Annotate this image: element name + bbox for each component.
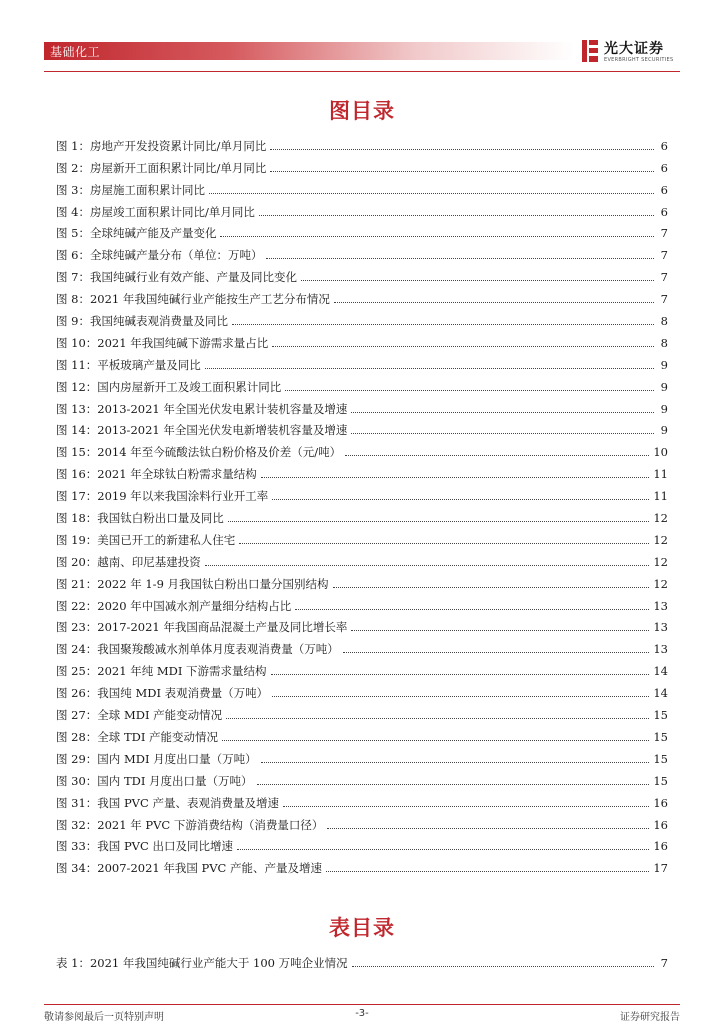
toc-leader-dots bbox=[222, 740, 649, 741]
toc-entry-label[interactable]: 图 11：平板玻璃产量及同比 bbox=[56, 357, 201, 372]
toc-leader-dots bbox=[351, 412, 654, 413]
toc-entry[interactable] bbox=[56, 503, 668, 525]
toc-entry-label[interactable]: 图 4：房屋竣工面积累计同比/单月同比 bbox=[56, 204, 255, 219]
toc-entry[interactable] bbox=[56, 700, 668, 722]
toc-entry-page: 8 bbox=[660, 335, 668, 350]
toc-entry-page: 14 bbox=[653, 686, 668, 701]
section-label: 基础化工 bbox=[50, 45, 101, 59]
toc-leader-dots bbox=[345, 455, 649, 456]
toc-entry-page: 13 bbox=[653, 598, 668, 613]
toc-entry-label[interactable]: 图 24：我国聚羧酸减水剂单体月度表观消费量（万吨） bbox=[56, 642, 339, 657]
toc-leader-dots bbox=[266, 258, 654, 259]
toc-entry[interactable] bbox=[56, 948, 668, 970]
toc-entry-page: 11 bbox=[653, 489, 668, 504]
toc-entry-label[interactable]: 图 17：2019 年以来我国涂料行业开工率 bbox=[56, 489, 269, 504]
toc-entry[interactable] bbox=[56, 481, 668, 503]
toc-entry-page: 10 bbox=[653, 445, 668, 460]
toc-leader-dots bbox=[271, 674, 650, 675]
toc-leader-dots bbox=[220, 236, 654, 237]
toc-entry[interactable] bbox=[56, 788, 668, 810]
toc-leader-dots bbox=[239, 543, 649, 544]
toc-entry-label[interactable]: 图 34：2007-2021 年我国 PVC 产能、产量及增速 bbox=[56, 861, 323, 876]
toc-leader-dots bbox=[237, 849, 649, 850]
toc-entry-page: 7 bbox=[660, 226, 668, 241]
toc-leader-dots bbox=[205, 565, 650, 566]
toc-entry-page: 9 bbox=[660, 401, 668, 416]
toc-entry[interactable] bbox=[56, 437, 668, 459]
toc-leader-dots bbox=[270, 149, 654, 150]
disclaimer-note: 敬请参阅最后一页特别声明 bbox=[44, 1012, 164, 1023]
toc-entry-page: 6 bbox=[660, 160, 668, 175]
toc-leader-dots bbox=[333, 587, 650, 588]
toc-entry-label[interactable]: 图 25：2021 年纯 MDI 下游需求量结构 bbox=[56, 664, 267, 679]
toc-entry[interactable] bbox=[56, 350, 668, 372]
toc-leader-dots bbox=[326, 871, 649, 872]
toc-entry-page: 8 bbox=[660, 314, 668, 329]
toc-leader-dots bbox=[232, 324, 654, 325]
logo-name: 光大证券 bbox=[604, 41, 664, 57]
toc-leader-dots bbox=[351, 433, 654, 434]
toc-entry-label[interactable]: 图 3：房屋施工面积累计同比 bbox=[56, 182, 205, 197]
toc-entry-label[interactable]: 图 33：我国 PVC 出口及同比增速 bbox=[56, 839, 233, 854]
toc-entry-label[interactable]: 图 32：2021 年 PVC 下游消费结构（消费量口径） bbox=[56, 817, 324, 832]
toc-entry-page: 6 bbox=[660, 138, 668, 153]
toc-entry-page: 15 bbox=[653, 729, 668, 744]
toc-leader-dots bbox=[270, 171, 654, 172]
toc-entry-label[interactable]: 图 13：2013-2021 年全国光伏发电累计装机容量及增速 bbox=[56, 401, 348, 416]
toc-entry[interactable] bbox=[56, 219, 668, 241]
toc-leader-dots bbox=[209, 193, 654, 194]
toc-entry-page: 15 bbox=[653, 708, 668, 723]
toc-entry[interactable] bbox=[56, 416, 668, 438]
toc-entry[interactable] bbox=[56, 613, 668, 635]
toc-leader-dots bbox=[295, 609, 649, 610]
brand-logo bbox=[580, 36, 690, 70]
toc-entry-label[interactable]: 图 27：全球 MDI 产能变动情况 bbox=[56, 708, 223, 723]
toc-entry-page: 15 bbox=[653, 773, 668, 788]
toc-entry-label[interactable]: 图 1：房地产开发投资累计同比/单月同比 bbox=[56, 138, 267, 153]
header-divider bbox=[44, 71, 680, 72]
toc-entry[interactable] bbox=[56, 656, 668, 678]
toc-leader-dots bbox=[272, 499, 649, 500]
toc-entry[interactable] bbox=[56, 131, 668, 153]
toc-leader-dots bbox=[283, 806, 649, 807]
toc-entry-label[interactable]: 图 6：全球纯碱产量分布（单位：万吨） bbox=[56, 248, 263, 263]
page-number: -3- bbox=[355, 1008, 369, 1019]
page-footer bbox=[44, 1008, 680, 1022]
toc-leader-dots bbox=[351, 630, 649, 631]
toc-entry-label[interactable]: 图 15：2014 年至今硫酸法钛白粉价格及价差（元/吨） bbox=[56, 445, 342, 460]
toc-entry[interactable] bbox=[56, 569, 668, 591]
toc-entry-label[interactable]: 图 5：全球纯碱产能及产量变化 bbox=[56, 226, 217, 241]
toc-entry-page: 9 bbox=[660, 357, 668, 372]
toc-entry-page: 16 bbox=[653, 839, 668, 854]
toc-entry-label[interactable]: 图 8：2021 年我国纯碱行业产能按生产工艺分布情况 bbox=[56, 292, 330, 307]
toc-leader-dots bbox=[301, 280, 654, 281]
toc-entry[interactable] bbox=[56, 262, 668, 284]
toc-leader-dots bbox=[285, 390, 654, 391]
toc-entry[interactable] bbox=[56, 459, 668, 481]
toc-leader-dots bbox=[228, 521, 650, 522]
toc-leader-dots bbox=[272, 696, 649, 697]
toc-entry-label[interactable]: 图 12：国内房屋新开工及竣工面积累计同比 bbox=[56, 379, 282, 394]
toc-entry[interactable] bbox=[56, 153, 668, 175]
toc-entry-label[interactable]: 图 22：2020 年中国减水剂产量细分结构占比 bbox=[56, 598, 292, 613]
toc-entry-page: 12 bbox=[653, 511, 668, 526]
toc-entry-page: 14 bbox=[653, 664, 668, 679]
toc-entry[interactable] bbox=[56, 328, 668, 350]
toc-leader-dots bbox=[272, 346, 654, 347]
toc-entry[interactable] bbox=[56, 634, 668, 656]
toc-entry-label[interactable]: 图 10：2021 年我国纯碱下游需求量占比 bbox=[56, 335, 269, 350]
toc-entry-label[interactable]: 图 20：越南、印尼基建投资 bbox=[56, 554, 201, 569]
toc-entry-page: 7 bbox=[660, 292, 668, 307]
logo-subtitle: EVERBRIGHT SECURITIES bbox=[604, 57, 674, 63]
toc-entry[interactable] bbox=[56, 394, 668, 416]
toc-entry[interactable] bbox=[56, 810, 668, 832]
toc-entry-label[interactable]: 图 29：国内 MDI 月度出口量（万吨） bbox=[56, 751, 257, 766]
toc-entry[interactable] bbox=[56, 547, 668, 569]
toc-entry-label[interactable]: 图 28：全球 TDI 产能变动情况 bbox=[56, 729, 219, 744]
toc-entry-label[interactable]: 图 14：2013-2021 年全国光伏发电新增装机容量及增速 bbox=[56, 423, 348, 438]
section-band bbox=[44, 42, 574, 60]
toc-entry[interactable] bbox=[56, 678, 668, 700]
toc-entry-label[interactable]: 图 16：2021 年全球钛白粉需求量结构 bbox=[56, 467, 257, 482]
page-header bbox=[0, 30, 724, 74]
toc-entry-page: 7 bbox=[660, 955, 668, 970]
table-index-title: 表目录 bbox=[329, 916, 395, 940]
toc-entry-page: 11 bbox=[653, 467, 668, 482]
toc-leader-dots bbox=[343, 652, 650, 653]
toc-entry-page: 16 bbox=[653, 817, 668, 832]
toc-entry-page: 12 bbox=[653, 554, 668, 569]
toc-entry-page: 13 bbox=[653, 642, 668, 657]
toc-leader-dots bbox=[257, 784, 650, 785]
toc-entry-page: 7 bbox=[660, 270, 668, 285]
toc-entry[interactable] bbox=[56, 722, 668, 744]
toc-entry-page: 6 bbox=[660, 182, 668, 197]
toc-leader-dots bbox=[261, 762, 650, 763]
toc-entry-label[interactable]: 图 30：国内 TDI 月度出口量（万吨） bbox=[56, 773, 253, 788]
toc-entry-page: 9 bbox=[660, 423, 668, 438]
report-type: 证券研究报告 bbox=[620, 1012, 680, 1023]
toc-entry-page: 13 bbox=[653, 620, 668, 635]
toc-leader-dots bbox=[327, 828, 649, 829]
logo-mark-icon bbox=[580, 38, 600, 64]
toc-entry[interactable] bbox=[56, 853, 668, 875]
toc-entry-label[interactable]: 图 7：我国纯碱行业有效产能、产量及同比变化 bbox=[56, 270, 297, 285]
toc-entry-label[interactable]: 图 31：我国 PVC 产量、表观消费量及增速 bbox=[56, 795, 279, 810]
toc-entry[interactable] bbox=[56, 744, 668, 766]
toc-entry[interactable] bbox=[56, 372, 668, 394]
toc-entry-label[interactable]: 图 19：美国已开工的新建私人住宅 bbox=[56, 532, 236, 547]
toc-entry-page: 12 bbox=[653, 532, 668, 547]
toc-entry-page: 17 bbox=[653, 861, 668, 876]
figure-index-list bbox=[56, 131, 668, 875]
toc-leader-dots bbox=[205, 368, 654, 369]
toc-entry-page: 15 bbox=[653, 751, 668, 766]
table-index-list bbox=[56, 948, 668, 970]
toc-entry[interactable] bbox=[56, 175, 668, 197]
toc-entry-label[interactable]: 图 18：我国钛白粉出口量及同比 bbox=[56, 511, 224, 526]
toc-leader-dots bbox=[261, 477, 650, 478]
toc-entry-page: 7 bbox=[660, 248, 668, 263]
toc-entry-page: 6 bbox=[660, 204, 668, 219]
toc-entry-page: 12 bbox=[653, 576, 668, 591]
toc-entry-page: 9 bbox=[660, 379, 668, 394]
toc-entry[interactable] bbox=[56, 766, 668, 788]
toc-leader-dots bbox=[259, 215, 654, 216]
toc-leader-dots bbox=[334, 302, 654, 303]
toc-entry-label[interactable]: 图 26：我国纯 MDI 表观消费量（万吨） bbox=[56, 686, 269, 701]
toc-entry-label[interactable]: 图 2：房屋新开工面积累计同比/单月同比 bbox=[56, 160, 267, 175]
toc-entry[interactable] bbox=[56, 832, 668, 854]
toc-entry[interactable] bbox=[56, 284, 668, 306]
toc-entry-label[interactable]: 图 23：2017-2021 年我国商品混凝土产量及同比增长率 bbox=[56, 620, 348, 635]
figure-index-title: 图目录 bbox=[329, 99, 395, 123]
toc-entry-label[interactable]: 图 21：2022 年 1-9 月我国钛白粉出口量分国别结构 bbox=[56, 576, 329, 591]
toc-entry[interactable] bbox=[56, 591, 668, 613]
toc-entry[interactable] bbox=[56, 306, 668, 328]
toc-entry[interactable] bbox=[56, 197, 668, 219]
toc-entry[interactable] bbox=[56, 240, 668, 262]
toc-entry-label[interactable]: 图 9：我国纯碱表观消费量及同比 bbox=[56, 314, 228, 329]
toc-leader-dots bbox=[226, 718, 649, 719]
toc-entry-label[interactable]: 表 1：2021 年我国纯碱行业产能大于 100 万吨企业情况 bbox=[56, 955, 348, 970]
toc-entry[interactable] bbox=[56, 525, 668, 547]
toc-leader-dots bbox=[352, 966, 654, 967]
footer-divider bbox=[44, 1004, 680, 1005]
toc-entry-page: 16 bbox=[653, 795, 668, 810]
